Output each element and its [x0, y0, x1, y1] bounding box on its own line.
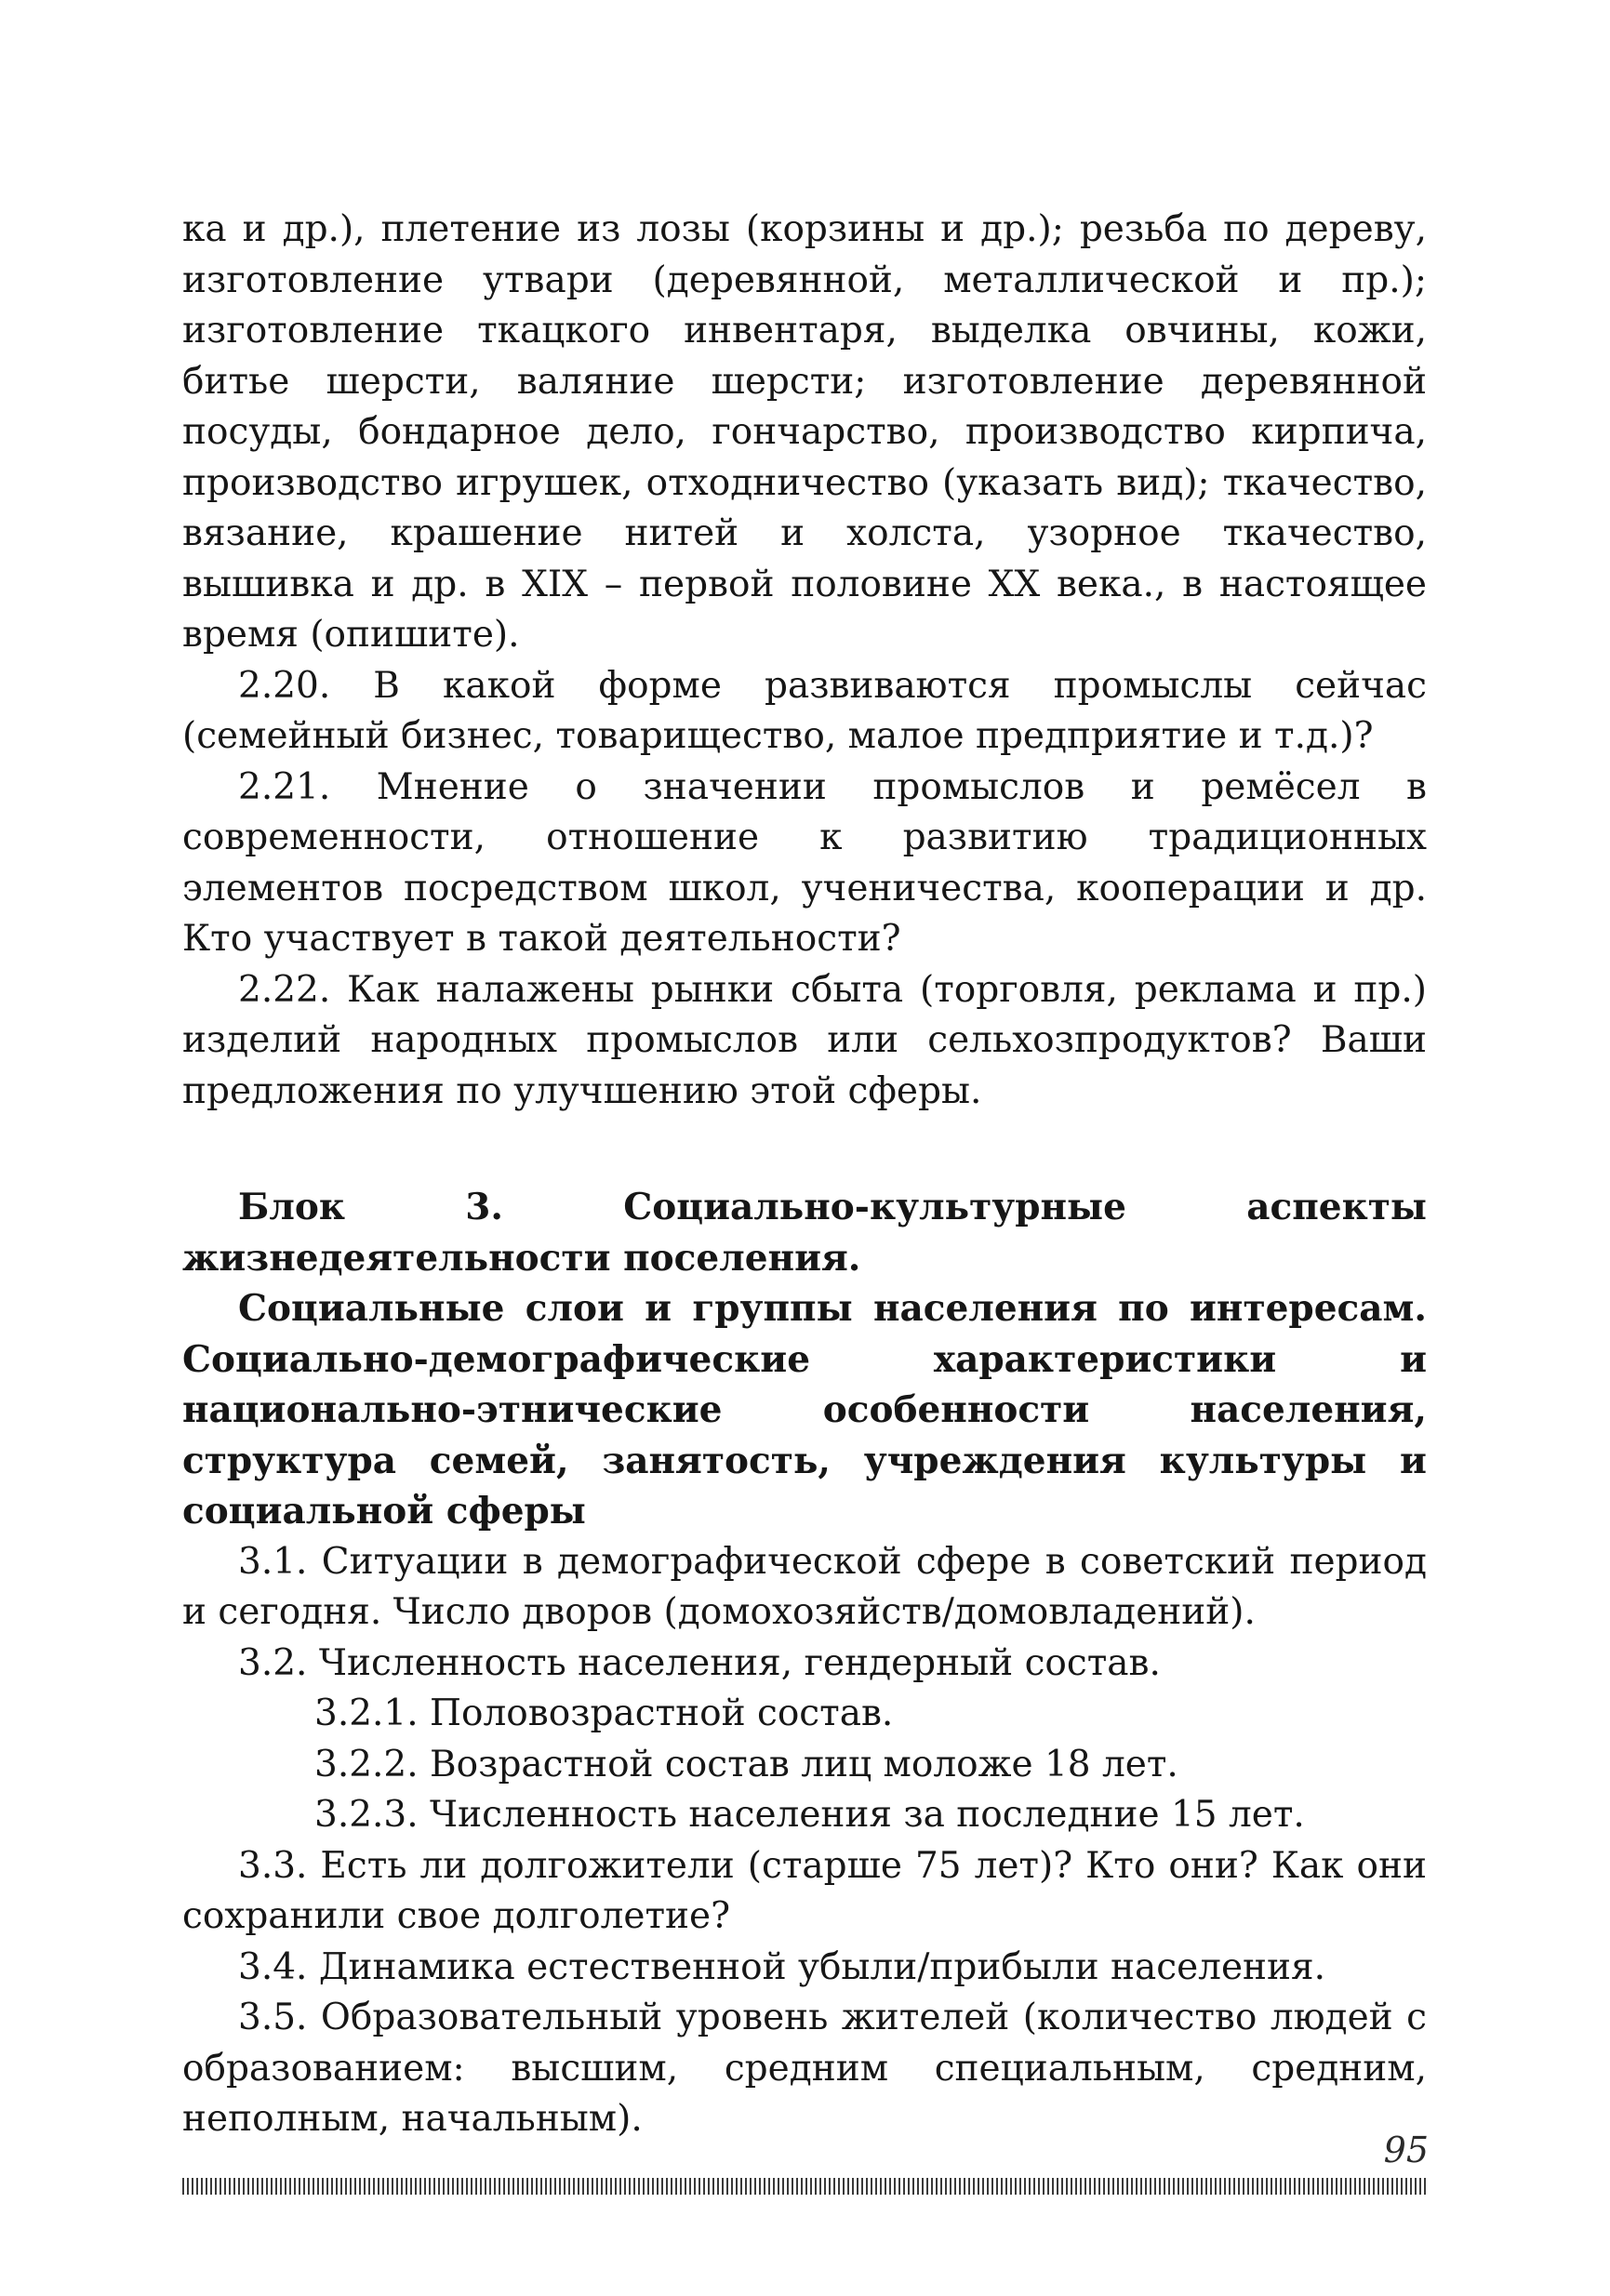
item-3-4: 3.4. Динамика естественной убыли/прибыли населения.	[238, 1945, 1326, 1988]
paragraph-crafts-list: ка и др.), плетение из лозы (корзины и др.); резьба по дереву, изготовление утвари (деревянной, металлической и пр.); изготовление ткацкого инвентаря, выделка овчины, кожи, битье шерсти, валяние шерсти; изготовление деревянной посуды, бондарное дело, гончарство, производство кирпича, производство игрушек, отходничество (указать вид); ткачество, вязание, крашение нитей и холста, узорное ткачество, вышивка и др. в XIX – первой половине XX века., в настоящее время (опишите).	[182, 208, 1427, 656]
page-number: 95	[1383, 2130, 1429, 2170]
block-3-subtitle: Социальные слои и группы населения по интересам. Социально-демографические характеристики и национально-этнические особенности населения, структура семей, занятость, учреждения культуры и социальной сферы	[182, 1287, 1427, 1533]
paragraph-2-20: 2.20. В какой форме развиваются промыслы сейчас (семейный бизнес, товарищество, малое предприятие и т.д.)?	[182, 664, 1427, 757]
item-3-2-3: 3.2.3. Численность населения за последние 15 лет.	[314, 1794, 1305, 1836]
item-3-2-1: 3.2.1. Половозрастной состав.	[314, 1692, 894, 1734]
item-3-3: 3.3. Есть ли долгожители (старше 75 лет)? Кто они? Как они сохранили свое долголетие?	[182, 1844, 1427, 1937]
paragraph-2-21: 2.21. Мнение о значении промыслов и ремёсел в современности, отношение к развитию традиционных элементов посредством школ, ученичества, кооперации и др. Кто участвует в такой деятельности?	[182, 765, 1427, 960]
paragraph-2-22: 2.22. Как налажены рынки сбыта (торговля, реклама и пр.) изделий народных промыслов или сельхозпродуктов? Ваши предложения по улучшению этой сферы.	[182, 968, 1427, 1112]
item-3-2: 3.2. Численность населения, гендерный состав.	[238, 1641, 1161, 1684]
item-3-5: 3.5. Образовательный уровень жителей (количество людей с образованием: высшим, средним специальным, средним, неполным, начальным).	[182, 1997, 1427, 2140]
footer-hatched-rule	[182, 2178, 1427, 2195]
item-3-2-2: 3.2.2. Возрастной состав лиц моложе 18 лет.	[314, 1743, 1178, 1785]
item-3-1: 3.1. Ситуации в демографической сфере в советский период и сегодня. Число дворов (домохозяйств/домовладений).	[182, 1540, 1427, 1633]
block-3-title: Блок 3. Социально-культурные аспекты жизнедеятельности поселения.	[182, 1186, 1427, 1280]
page-body	[182, 205, 1427, 2145]
